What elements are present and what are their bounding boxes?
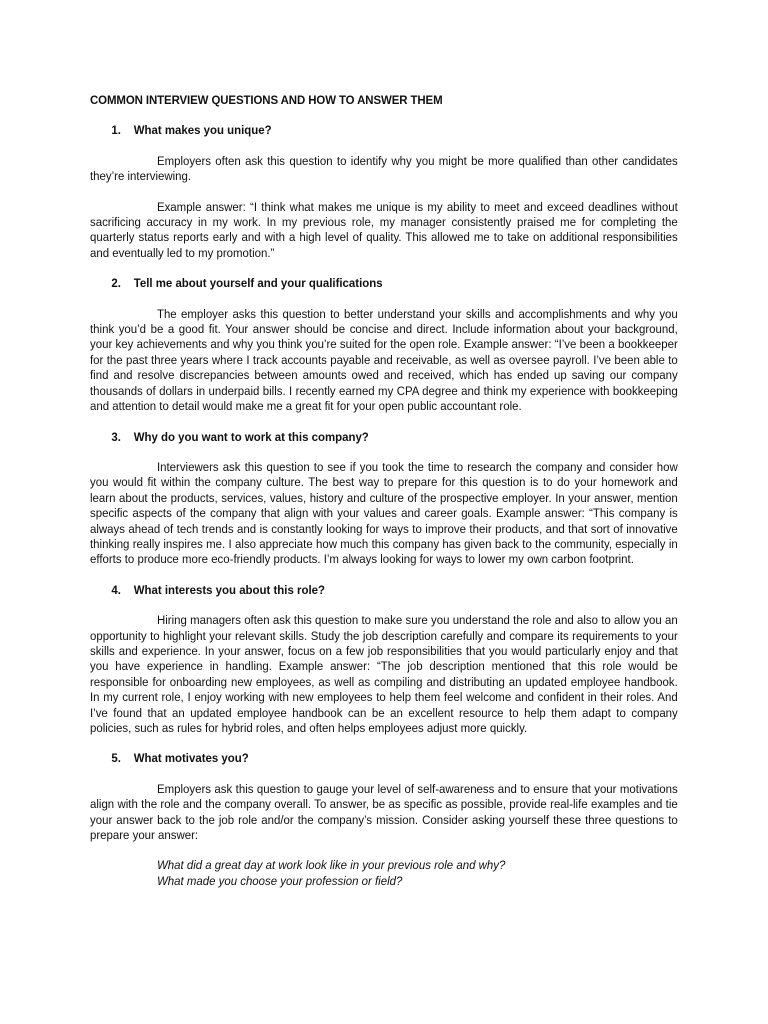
paragraph: Employers ask this question to gauge your level of self-awareness and to ensure that your motivations align with the role and the company overall. To answer, be as specific as possible, provide real-life examples and tie your answer back to the job role and/or the company’s mission. Consider asking yourself these three questions to prepare your answer: xyxy=(90,781,678,843)
italic-question: What did a great day at work look like in your previous role and why? xyxy=(156,858,506,873)
question-text: What motivates you? xyxy=(133,751,249,766)
paragraph: Interviewers ask this question to see if you took the time to research the company and consider how you would fit within the company culture. The best way to prepare for this question is to do your homework and learn about the products, services, values, history and culture of the prospective employer. In your answer, mention specific aspects of the company that align with your values and career goals. Example answer: “This company is always ahead of tech trends and is constantly looking for ways to improve their products, and that sort of innovative thinking really inspires me. I also appreciate how much this company has given back to the community, especially in efforts to produce more eco-friendly products. I’m always looking for ways to lower my own carbon footprint. xyxy=(90,459,678,567)
question-heading xyxy=(90,276,678,291)
question-heading xyxy=(90,123,678,138)
italic-question: What made you choose your profession or field? xyxy=(156,873,403,888)
italic-question-list xyxy=(157,858,678,889)
paragraph: Example answer: “I think what makes me unique is my ability to meet and exceed deadlines without sacrificing accuracy in my work. In my previous role, my manager consistently praised me for completing the quarterly status reports early and with a high level of quality. This allowed me to take on additional responsibilities and eventually led to my promotion.” xyxy=(90,199,678,260)
document-title: COMMON INTERVIEW QUESTIONS AND HOW TO ANSWER THEM xyxy=(90,93,443,107)
question-text: What interests you about this role? xyxy=(133,582,325,597)
question-number: 1. xyxy=(111,123,121,138)
question-text: What makes you unique? xyxy=(133,123,272,138)
paragraph: Employers often ask this question to identify why you might be more qualified than other candidates they’re interviewing. xyxy=(90,153,678,184)
question-number: 5. xyxy=(111,751,121,766)
question-heading xyxy=(90,583,678,598)
paragraph: The employer asks this question to better understand your skills and accomplishments and why you think you’d be a good fit. Your answer should be concise and direct. Include information about your background, your key achievements and why you think you’re suited for the open role. Example answer: “I’ve been a bookkeeper for the past three years where I track accounts payable and receivable, as well as oversee payroll. I’ve been able to find and resolve discrepancies between amounts owed and received, which has ended up saving our company thousands of dollars in underpaid bills. I recently earned my CPA degree and think my experience with bookkeeping and attention to detail would make me a great fit for your open public accountant role. xyxy=(90,306,678,414)
question-heading xyxy=(90,751,678,766)
question-text: Why do you want to work at this company? xyxy=(133,429,369,444)
question-number: 4. xyxy=(111,582,121,597)
question-number: 2. xyxy=(111,276,121,291)
question-heading xyxy=(90,430,678,445)
document-body xyxy=(90,93,678,889)
question-number: 3. xyxy=(111,429,121,444)
question-text: Tell me about yourself and your qualifications xyxy=(133,276,383,291)
paragraph: Hiring managers often ask this question to make sure you understand the role and also to allow you an opportunity to highlight your relevant skills. Study the job description carefully and compare its requirements to your skills and experience. In your answer, focus on a few job responsibilities that you would particularly enjoy and that you have experience in handling. Example answer: “The job description mentioned that this role would be responsible for onboarding new employees, as well as compiling and distributing an updated employee handbook. In my current role, I enjoy working with new employees to help them feel welcome and confident in their roles. And I’ve found that an updated employee handbook can be an excellent resource to help them adapt to company policies, such as rules for hybrid roles, and often helps employees adjust more quickly. xyxy=(90,613,678,735)
